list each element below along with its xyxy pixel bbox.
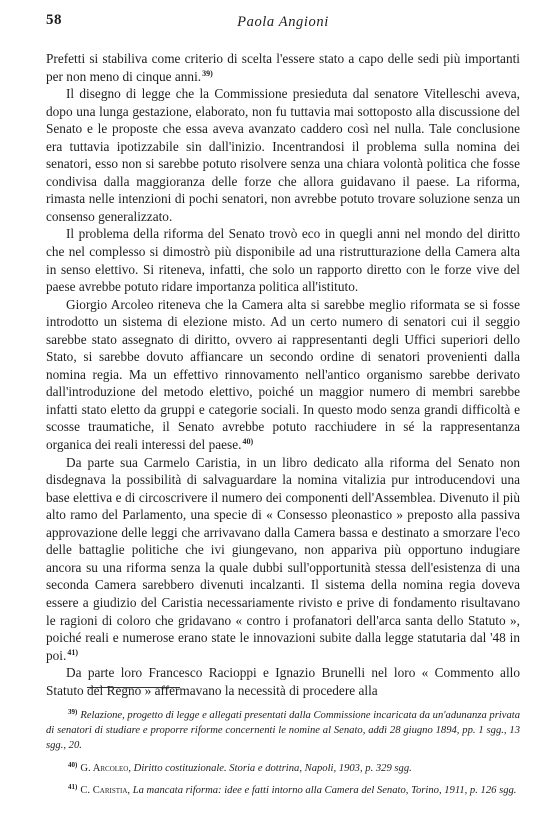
footnote-text: Diritto costituzionale. Storia e dottrina, Napoli, 1903, p. 329 sgg. [133,762,412,774]
paragraph-text: Il problema della riforma del Senato trovò eco in quegli anni nel mondo del diritto che nel complesso si dimostrò più disponibile ad una ristrutturazione della Camera alta in senso elettivo. Si riteneva, infatti, che solo un rapporto diretto con le forze vive del paese avrebbe potuto ridare importanza politica all'istituto. [46,226,520,295]
paragraph [46,50,520,85]
footnote-text: Relazione, progetto di legge e allegati presentati dalla Commissione incaricata da un'adunanza privata di senatori di studiare e proporre riforme concernenti le nomine al Senato, addì 28 giugno 1894, pp. 1 sgg., 13 sgg., 20. [46,710,520,752]
footnotes [46,708,520,805]
footnote-separator [87,687,180,688]
footnote-mark: 40) [68,760,78,769]
paragraph [46,296,520,454]
running-head: Paola Angioni [237,14,329,30]
page-number: 58 [46,12,62,28]
footnote [46,783,520,798]
paragraph [46,454,520,665]
footnote-reference: 39) [202,68,213,78]
paragraph [46,85,520,225]
footnote [46,708,520,754]
footnote-author: G. Arcoleo, [80,762,132,774]
footnote-reference: 40) [242,437,254,447]
footnote-mark: 41) [68,782,78,791]
paragraph-text: Prefetti si stabiliva come criterio di scelta l'essere stato a capo delle sedi più importanti per non meno di cinque anni. [46,51,520,84]
paragraph [46,225,520,295]
paragraph [46,664,520,699]
paragraph-text: Da parte sua Carmelo Caristia, in un libro dedicato alla riforma del Senato non disdegnava la possibilità di salvaguardare la nomina vitalizia pur introducendovi una base elettiva e di circoscrivere il numero dei componenti dell'Assemblea. Divenuto il più alto ramo del Parlamento, una specie di « Consesso pleonastico » preposto alla passiva approvazione delle leggi che arrivavano dalla Camera bassa e destinato a smorzare l'eco delle battaglie politiche che ivi giungevano, non appariva più opportuno indugiare ancora su una riforma senza la quale dubbi sull'opportunità stessa dell'esistenza di una seconda Camera sarebbero divenuti incalzanti. Il sistema della nomina regia doveva essere a giudizio del Caristia necessariamente rivisto e prive di fondamento risultavano le ragioni di coloro che gridavano « contro i profanatori dell'arca santa dello Statuto », poiché reali e numerose erano state le innovazioni subite dalla legge statutaria dal '48 in poi. [46,454,520,663]
page-header [46,12,520,34]
paragraph-text: Il disegno di legge che la Commissione presieduta dal senatore Vitelleschi aveva, dopo una lunga gestazione, elaborato, non fu tuttavia mai sottoposto alla discussione del Senato e le proposte che essa aveva avanzato caddero così nel nulla. Tale conclusione era tuttavia ipotizzabile sin dall'inizio. Incentrandosi il problema sulla nomina dei senatori, esso non si sarebbe potuto risolvere senza una chiara volontà politica che fosse condivisa dalla maggioranza delle forze che allora guidavano il paese. La riforma, rimasta nelle intenzioni di pochi senatori, non avrebbe potuto trovare soluzione senza un consenso generalizzato. [46,86,520,224]
footnote-author: C. Caristia, [80,784,131,796]
paragraph-text: Giorgio Arcoleo riteneva che la Camera alta si sarebbe meglio riformata se si fosse introdotto un sistema di elezione misto. Ad un certo numero di senatori cui il seggio sarebbe stato assegnato di diritto, ovvero ai rappresentanti degli Uffici superiori dello Stato, si sarebbe dovuto affiancare un secondo ordine di senatori provenienti dalla nomina regia. Ma un effettivo rinnovamento nell'antico organismo sarebbe derivato dall'introduzione del metodo elettivo, poiché un maggior numero di membri sarebbe infatti stato eletto da gruppi e categorie sociali. In questo modo senza grandi difficoltà e scosse traumatiche, il Senato avrebbe potuto racchiudere in sé la rappresentanza organica dei reali interessi del paese. [46,296,520,453]
paragraph-text: Da parte loro Francesco Racioppi e Ignazio Brunelli nel loro « Commento allo Statuto del Regno » affermavano la necessità di procedere alla [46,665,520,698]
body-text [46,50,520,699]
footnote-text: La mancata riforma: idee e fatti intorno alla Camera del Senato, Torino, 1911, p. 126 sgg. [132,784,517,796]
footnote-mark: 39) [68,708,78,716]
footnote [46,761,520,776]
footnote-reference: 41) [67,647,78,657]
